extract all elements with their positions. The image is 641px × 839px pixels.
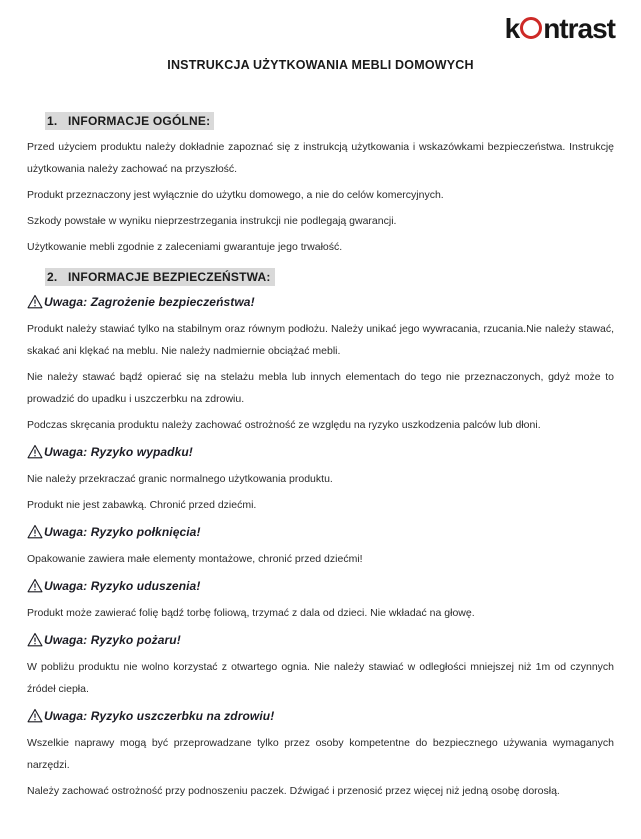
paragraph: Podczas skręcania produktu należy zachować ostrożność ze względu na ryzyko uszkodzenia palców lub dłoni. [27, 419, 541, 431]
kontrast-logo [505, 14, 615, 44]
document-body [0, 112, 641, 802]
paragraph: Produkt przeznaczony jest wyłącznie do użytku domowego, a nie do celów komercyjnych. [27, 189, 444, 201]
paragraph: W pobliżu produktu nie wolno korzystać z otwartego ognia. Nie należy stawiać w odległości mniejszej niż 1m od czynnych źródeł ciepła. [27, 661, 614, 695]
warning-title: Uwaga: Ryzyko wypadku! [44, 445, 193, 459]
paragraph: Produkt nie jest zabawką. Chronić przed dziećmi. [27, 499, 257, 511]
section-heading-general [45, 112, 614, 130]
warning-heading [27, 444, 614, 461]
paragraph: Należy zachować ostrożność przy podnoszeniu paczek. Dźwigać i przenosić przez więcej niż jedną osobę dorosłą. [27, 785, 560, 797]
paragraph: Nie należy przekraczać granic normalnego użytkowania produktu. [27, 473, 333, 485]
warning-heading [27, 524, 614, 541]
logo-text-ntrast: ntrast [543, 13, 615, 44]
paragraph: Przed użyciem produktu należy dokładnie zapoznać się z instrukcją użytkowania i wskazówkami bezpieczeństwa. Instrukcję użytkowania należy zachować na przyszłość. [27, 141, 614, 175]
warning-icon [27, 708, 43, 723]
paragraph: Wszelkie naprawy mogą być przeprowadzane tylko przez osoby kompetentne do bezpiecznego używania wymaganych narzędzi. [27, 737, 614, 771]
paragraph: Użytkowanie mebli zgodnie z zaleceniami gwarantuje jego trwałość. [27, 241, 343, 253]
logo-text-k: k [504, 13, 520, 44]
warning-title: Uwaga: Ryzyko pożaru! [44, 633, 181, 647]
warning-icon [27, 632, 43, 647]
warning-title: Uwaga: Ryzyko uszczerbku na zdrowiu! [44, 709, 275, 723]
paragraph: Nie należy stawać bądź opierać się na stelażu mebla lub innych elementach do tego nie przeznaczonych, gdyż może to prowadzić do upadku i uszczerbku na zdrowiu. [27, 371, 614, 405]
paragraph: Opakowanie zawiera małe elementy montażowe, chronić przed dziećmi! [27, 553, 363, 565]
paragraph: Produkt może zawierać folię bądź torbę foliową, trzymać z dala od dzieci. Nie wkładać na głowę. [27, 607, 475, 619]
warning-heading [27, 708, 614, 725]
warning-icon [27, 524, 43, 539]
section-general-text [27, 136, 614, 258]
section-heading-safety-label: 2. INFORMACJE BEZPIECZEŃSTWA: [45, 268, 275, 286]
warning-icon [27, 444, 43, 459]
warning-heading [27, 294, 614, 311]
page-title: INSTRUKCJA UŻYTKOWANIA MEBLI DOMOWYCH [167, 58, 474, 72]
warning-title: Uwaga: Ryzyko połknięcia! [44, 525, 201, 539]
warning-icon [27, 294, 43, 309]
warning-title: Uwaga: Zagrożenie bezpieczeństwa! [44, 295, 255, 309]
warning-heading [27, 578, 614, 595]
paragraph: Produkt należy stawiać tylko na stabilnym oraz równym podłożu. Należy unikać jego wywracania, rzucania.Nie należy stawać, skakać ani klękać na meblu. Nie należy nadmiernie obciążać mebli. [27, 323, 614, 357]
section-heading-general-label: 1. INFORMACJE OGÓLNE: [45, 112, 214, 130]
warning-icon [27, 578, 43, 593]
warning-heading [27, 632, 614, 649]
section-heading-safety [45, 268, 614, 286]
paragraph: Szkody powstałe w wyniku nieprzestrzegania instrukcji nie podlegają gwarancji. [27, 215, 397, 227]
warning-title: Uwaga: Ryzyko uduszenia! [44, 579, 201, 593]
logo-o-ring-icon [520, 17, 542, 39]
